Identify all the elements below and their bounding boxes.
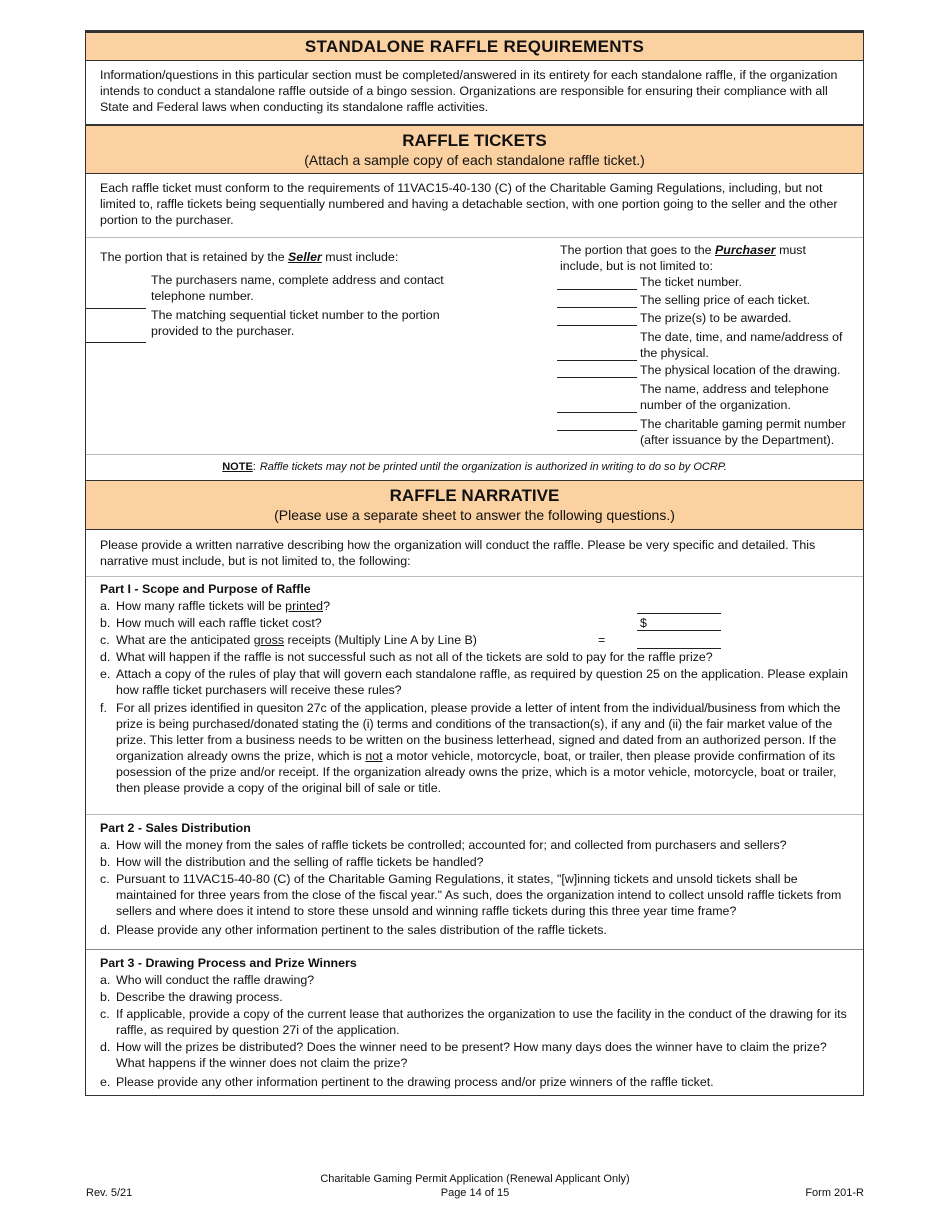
question-3c: c. If applicable, provide a copy of the current lease that authorizes the organization to use the facility in the conduct of the drawing for its raffle, as required by question 27i of the application. [100,1007,847,1037]
section-header-narrative [86,480,863,530]
tickets-subtitle: (Attach a sample copy of each standalone raffle ticket.) [304,152,645,168]
seller-item: The matching sequential ticket number to the portion provided to the purchaser. [151,308,440,338]
tickets-paragraph: Each raffle ticket must conform to the requirements of 11VAC15-40-130 (C) of the Charitable Gaming Regulations, including, but not limited to, raffle tickets being sequentially numbered and having a detachable section, with one portion going to the seller and the other portion to the purchaser. [100,181,838,227]
purchaser-item: The selling price of each ticket. [640,293,811,307]
purchaser-checkbox-line[interactable] [557,289,637,290]
ticket-portions [86,237,863,454]
purchaser-item: The charitable gaming permit number (after issuance by the Department). [640,417,846,447]
section-header-tickets [86,124,863,174]
purchaser-checkbox-line[interactable] [557,377,637,378]
question-1b: b. How much will each raffle ticket cost? [100,616,322,630]
footer-form-title: Charitable Gaming Permit Application (Renewal Applicant Only) [320,1173,630,1185]
intro-paragraph: Information/questions in this particular section must be completed/answered in its entirety for each standalone raffle, if the organization intends to conduct a standalone raffle outside of a bingo session. Organizations are responsible for ensuring their compliance with all State and Federal laws when conducting its standalone raffle activities. [100,68,838,114]
part3-title: Part 3 - Drawing Process and Prize Winners [100,956,357,970]
question-2b: b. How will the distribution and the selling of raffle tickets be handled? [100,855,484,869]
narrative-title: RAFFLE NARRATIVE [389,486,560,505]
printing-note: NOTE: Raffle tickets may not be printed until the organization is authorized in writing to do so by OCRP. [86,454,863,480]
purchaser-intro: The portion that goes to the Purchaser must include, but is not limited to: [560,243,806,273]
seller-keyword: Seller [288,250,322,264]
question-2a: a. How will the money from the sales of raffle tickets be controlled; accounted for; and collected from purchasers and sellers? [100,838,787,852]
part3-block [86,949,863,1090]
purchaser-checkbox-line[interactable] [557,360,637,361]
seller-intro: The portion that is retained by the Seller must include: [100,250,399,264]
purchaser-item: The date, time, and name/address of the physical. [640,330,843,360]
part2-title: Part 2 - Sales Distribution [100,821,251,835]
question-1d: d. What will happen if the raffle is not successful such as not all of the tickets are sold to pay for the raffle prize? [100,650,713,664]
equals-sign: = [598,633,606,647]
footer-page-number: Page 14 of 15 [440,1187,510,1199]
purchaser-checkbox-line[interactable] [557,430,637,431]
footer-form-number: Form 201-R [805,1187,864,1199]
seller-checkbox-line[interactable] [86,342,146,343]
question-1f: f. For all prizes identified in quesiton 27c of the application, please provide a letter of intent from the individual/business from which the prize is being purchased/donated stating the (i) terms and conditions of the transaction(s), if any and (ii) the fair market value of the prize. This letter from a business needs to be written on the business letterhead, signed and dated from an authorized person. If the organization already owns the prize, which is not a motor vehicle, motorcycle, boat, or trailer, then please provide confirmation of its posession of the prize and/or receipt. If the organization already owns the prize, which is a motor vehicle, motorcycle, boat or trailer, then please provide a copy of the original bill of sale or title. [100,701,841,795]
note-text: Raffle tickets may not be printed until the organization is authorized in writing to do so by OCRP. [259,461,727,473]
note-label: NOTE [222,461,253,473]
question-3a: a. Who will conduct the raffle drawing? [100,973,315,987]
footer-revision: Rev. 5/21 [86,1187,133,1199]
section-header-standalone [86,33,863,61]
purchaser-item: The name, address and telephone number of the organization. [640,382,829,412]
question-3d: d. How will the prizes be distributed? Does the winner need to be present? How many days does the winner have to claim the prize? What happens if the winner does not claim the prize? [100,1040,827,1070]
answer-field-tickets-printed[interactable] [637,613,721,614]
question-2c: c. Pursuant to 11VAC15-40-80 (C) of the Charitable Gaming Regulations, it states, "[w]inning tickets and unsold tickets shall be maintained for three years from the close of the fiscal year." As such, does the organization intend to collect unsold raffle tickets from sellers and where does it intend to store these unsold and winning raffle tickets during this three year time frame? [100,872,842,918]
purchaser-item: The physical location of the drawing. [640,363,841,377]
answer-field-ticket-cost[interactable] [637,630,721,631]
purchaser-checkbox-line[interactable] [557,307,637,308]
purchaser-keyword: Purchaser [715,243,776,257]
question-3b: b. Describe the drawing process. [100,990,283,1004]
question-2d: d. Please provide any other information pertinent to the sales distribution of the raffle tickets. [100,923,607,937]
purchaser-item: The prize(s) to be awarded. [640,311,792,325]
question-1a: a. How many raffle tickets will be printed? [100,599,330,613]
seller-checkbox-line[interactable] [86,308,146,309]
narrative-paragraph: Please provide a written narrative describing how the organization will conduct the raffle. Please be very specific and detailed. This narrative must include, but is not limited to, the following: [100,538,816,568]
narrative-subtitle: (Please use a separate sheet to answer the following questions.) [274,507,675,523]
answer-field-gross-receipts[interactable] [637,648,721,649]
part2-block [86,814,863,949]
seller-item: The purchasers name, complete address and contact telephone number. [151,273,444,303]
answer-currency-prefix: $ [640,616,647,630]
question-1e: e. Attach a copy of the rules of play that will govern each standalone raffle, as required by question 25 on the application. Please explain how raffle ticket purchasers will receive these rules? [100,667,848,697]
question-1c: c. What are the anticipated gross receipts (Multiply Line A by Line B) [100,633,477,647]
question-3e: e. Please provide any other information pertinent to the drawing process and/or prize winners of the raffle ticket. [100,1075,714,1089]
purchaser-checkbox-line[interactable] [557,325,637,326]
raffle-requirements-form [85,30,864,1096]
part1-title: Part I - Scope and Purpose of Raffle [100,582,311,596]
purchaser-item: The ticket number. [640,275,742,289]
part1-block [86,576,863,814]
purchaser-checkbox-line[interactable] [557,412,637,413]
section-title: STANDALONE RAFFLE REQUIREMENTS [304,37,645,56]
tickets-title: RAFFLE TICKETS [402,131,547,150]
